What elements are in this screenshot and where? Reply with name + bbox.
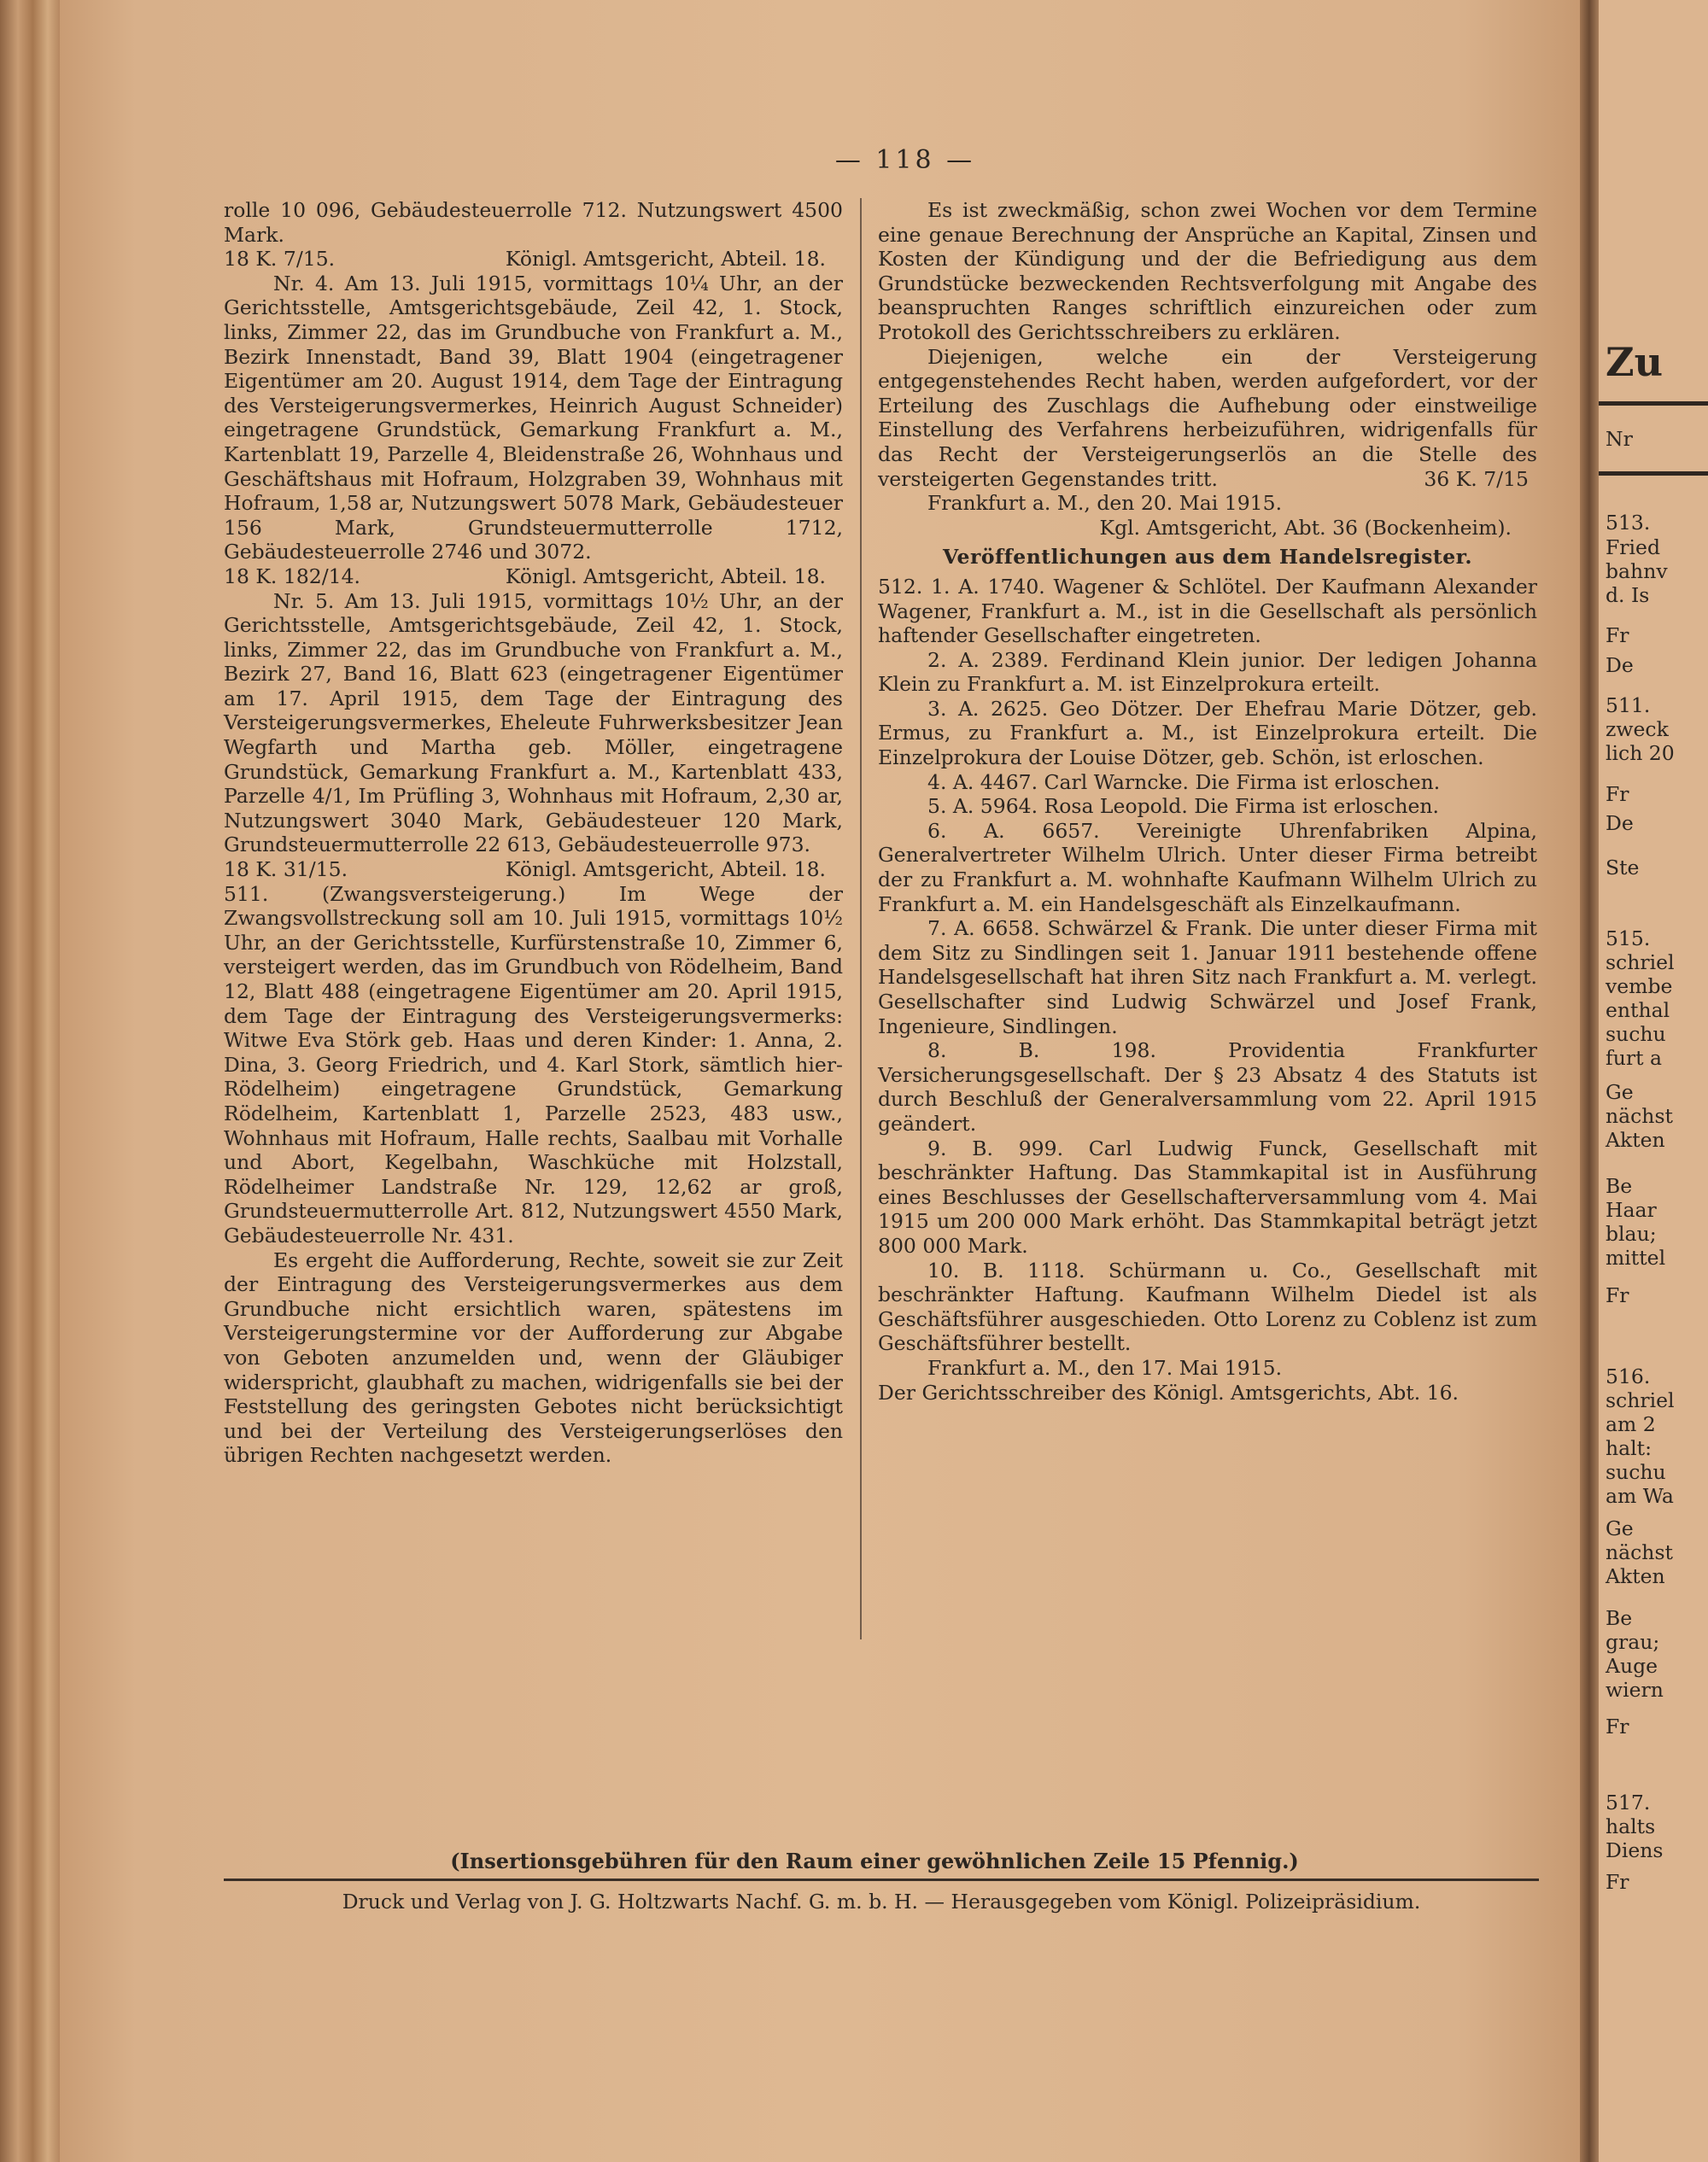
next-page-text-fragment: nächst: [1606, 1104, 1673, 1128]
notice-paragraph: [224, 272, 843, 564]
paragraph-text: 7. A. 6658. Schwärzel & Frank. Die unter dieser Firma mit dem Sitz zu Sindlingen seit 1. Januar 1911 bestehende offene Handelsgesellschaft hat ihren Sitz nach Frankfurt a. M. verlegt. Gesellschafter sind Ludwig Schwärzel und Josef Frank, Ingenieure, Sindlingen.: [878, 916, 1537, 1038]
court-name: Königl. Amtsgericht, Abteil. 18.: [505, 247, 826, 272]
paragraph-text: 512. 1. A. 1740. Wagener & Schlötel. Der Kaufmann Alexander Wagener, Frankfurt a. M., ist in die Gesellschaft als persönlich haftender Gesellschafter eingetreten.: [878, 574, 1537, 648]
next-page-text-fragment: mittel: [1606, 1246, 1666, 1270]
next-page-text-fragment: Fr: [1606, 782, 1629, 806]
notice-paragraph: [224, 1248, 843, 1468]
paragraph-text: 9. B. 999. Carl Ludwig Funck, Gesellschaft mit beschränkter Haftung. Das Stammkapital ist in Ausführung eines Beschlusses der Gesellschafterversammlung vom 4. Mai 1915 um 200 000 Mark erhöht. Das Stammkapital beträgt jetzt 800 000 Mark.: [878, 1136, 1537, 1258]
page-number: — 118 —: [834, 145, 976, 175]
next-page-text-fragment: Haar: [1606, 1198, 1657, 1222]
next-page-text-fragment: Zu: [1606, 339, 1664, 385]
next-page-text-fragment: Fr: [1606, 1715, 1629, 1738]
next-page-text-fragment: grau;: [1606, 1630, 1660, 1654]
paragraph-text: Veröffentlichungen aus dem Handelsregister.: [942, 545, 1473, 570]
notice-paragraph: [878, 648, 1537, 697]
next-page-text-fragment: schriel: [1606, 950, 1675, 974]
court-name: Königl. Amtsgericht, Abteil. 18.: [505, 564, 826, 588]
next-page-text-fragment: 517.: [1606, 1791, 1651, 1814]
next-page-text-fragment: De: [1606, 811, 1634, 835]
paragraph-text: rolle 10 096, Gebäudesteuerrolle 712. Nutzungswert 4500 Mark.: [224, 198, 843, 247]
next-page-text-fragment: schriel: [1606, 1388, 1675, 1412]
next-page-text-fragment: Be: [1606, 1606, 1633, 1630]
paragraph-text: Diejenigen, welche ein der Versteigerung entgegenstehendes Recht haben, werden aufgefordert, vor der Erteilung des Zuschlags die Aufhebung oder einstweilige Einstellung des Verfahrens herbeizuführen, widrigenfalls für das Recht der Versteigerungserlös an die Stelle des versteigerten Gegenstandes tritt.: [878, 344, 1537, 491]
notice-paragraph: [878, 1381, 1537, 1405]
binding-edge: [0, 0, 60, 2162]
next-page-text-fragment: enthal: [1606, 998, 1670, 1022]
adjacent-page-fragment: [1599, 0, 1708, 2162]
next-page-text-fragment: suchu: [1606, 1460, 1666, 1484]
notice-paragraph: [878, 770, 1537, 795]
paragraph-text: 10. B. 1118. Schürmann u. Co., Gesellschaft mit beschränkter Haftung. Kaufmann Wilhelm Diedel ist als Geschäftsführer ausgeschieden. Otto Lorenz zu Coblenz ist zum Geschäftsführer bestellt.: [878, 1258, 1537, 1356]
next-page-text-fragment: 513.: [1606, 511, 1651, 535]
notice-paragraph: [878, 1137, 1537, 1259]
next-page-text-fragment: halt:: [1606, 1436, 1652, 1460]
case-number: 18 K. 182/14.: [224, 564, 361, 588]
left-column: [224, 198, 843, 1468]
paragraph-text: Es ergeht die Aufforderung, Rechte, soweit sie zur Zeit der Eintragung des Versteigerungsvermerkes aus dem Grundbuche nicht ersichtlich waren, spätestens im Versteigerungstermine vor der Aufforderung zur Abgabe von Geboten anzumelden und, wenn der Gläubiger widerspricht, glaubhaft zu machen, widrigenfalls sie bei der Feststellung des geringsten Gebotes nicht berücksichtigt und bei der Verteilung des Versteigerungserlöses den übrigen Rechten nachgesetzt werden.: [224, 1248, 843, 1468]
next-page-text-fragment: Ge: [1606, 1080, 1634, 1104]
next-page-text-fragment: De: [1606, 653, 1634, 677]
column-divider: [860, 198, 862, 1639]
next-page-text-fragment: lich 20: [1606, 741, 1675, 765]
next-page-text-fragment: nächst: [1606, 1540, 1673, 1564]
notice-paragraph: [878, 1038, 1537, 1136]
next-page-text-fragment: wiern: [1606, 1678, 1664, 1702]
section-heading: [878, 545, 1537, 570]
next-page-text-fragment: Fried: [1606, 535, 1661, 559]
court-signature-line: [224, 857, 843, 882]
next-page-text-fragment: Fr: [1606, 1283, 1629, 1307]
notice-paragraph: [224, 882, 843, 1248]
paragraph-text: 2. A. 2389. Ferdinand Klein junior. Der ledigen Johanna Klein zu Frankfurt a. M. ist Einzelprokura erteilt.: [878, 647, 1537, 697]
next-page-rule: [1599, 471, 1708, 476]
paragraph-text: 4. A. 4467. Carl Warncke. Die Firma ist erloschen.: [927, 769, 1441, 794]
notice-paragraph: [224, 589, 843, 858]
paragraph-text: 511. (Zwangsversteigerung.) Im Wege der Zwangsvollstreckung soll am 10. Juli 1915, vormittags 10½ Uhr, an der Gerichtsstelle, Kurfürstenstraße 10, Zimmer 6, versteigert werden, das im Grundbuch von Rödelheim, Band 12, Blatt 488 (eingetragene Eigentümer am 20. April 1915, dem Tage der Eintragung des Versteigerungsvermerks: Witwe Eva Störk geb. Haas und deren Kinder: 1. Anna, 2. Dina, 3. Georg Friedrich, und 4. Karl Stork, sämtlich hier-Rödelheim) eingetragene Grundstück, Gemarkung Rödelheim, Kartenblatt 1, Parzelle 2523, 483 usw., Wohnhaus mit Hofraum, Halle rechts, Saalbau mit Vorhalle und Abort, Kegelbahn, Waschküche mit Holzstall, Rödelheimer Landstraße Nr. 129, 12,62 ar groß, Grundsteuermutterrolle Art. 812, Nutzungswert 4550 Mark, Gebäudesteuerrolle Nr. 431.: [224, 881, 843, 1248]
next-page-text-fragment: Akten: [1606, 1128, 1665, 1152]
notice-paragraph: [878, 491, 1537, 516]
next-page-text-fragment: bahnv: [1606, 559, 1668, 583]
next-page-text-fragment: am 2: [1606, 1412, 1656, 1436]
next-page-text-fragment: d. Is: [1606, 583, 1650, 607]
court-signature-line: [224, 247, 843, 272]
notice-paragraph: [878, 794, 1537, 819]
next-page-text-fragment: Diens: [1606, 1838, 1664, 1862]
notice-paragraph: [878, 516, 1537, 540]
footer-rule: [224, 1879, 1539, 1881]
next-page-text-fragment: zweck: [1606, 717, 1669, 741]
paragraph-text: Nr. 5. Am 13. Juli 1915, vormittags 10½ Uhr, an der Gerichtsstelle, Amtsgerichtsgebäude, Zeil 42, 1. Stock, links, Zimmer 22, das im Grundbuche von Frankfurt a. M., Bezirk 27, Band 16, Blatt 623 (eingetragener Eigentümer am 17. April 1915, dem Tage der Eintragung des Versteigerungsvermerkes, Eheleute Fuhrwerksbesitzer Jean Wegfarth und Martha geb. Möller, eingetragene Grundstück, Gemarkung Frankfurt a. M., Kartenblatt 433, Parzelle 4/1, Im Prüfling 3, Wohnhaus mit Hofraum, 2,30 ar, Nutzungswert 3040 Mark, Gebäudesteuer 120 Mark, Grundsteuermutterrolle 22 613, Gebäudesteuerrolle 973.: [224, 588, 843, 857]
next-page-text-fragment: am Wa: [1606, 1484, 1674, 1508]
paragraph-text: 6. A. 6657. Vereinigte Uhrenfabriken Alpina, Generalvertreter Wilhelm Ulrich. Unter dieser Firma betreibt der zu Frankfurt a. M. wohnhafte Kaufmann Wilhelm Ulrich zu Frankfurt a. M. ein Handelsgeschäft als Einzelkaufmann.: [878, 818, 1537, 916]
next-page-text-fragment: furt a: [1606, 1046, 1662, 1070]
court-name: Königl. Amtsgericht, Abteil. 18.: [505, 857, 826, 882]
next-page-text-fragment: 516.: [1606, 1364, 1651, 1388]
paragraph-text: Kgl. Amtsgericht, Abt. 36 (Bockenheim).: [1099, 515, 1512, 540]
insertion-fee-note: (Insertionsgebühren für den Raum einer gewöhnlichen Zeile 15 Pfennig.): [450, 1849, 1299, 1873]
next-page-text-fragment: Ste: [1606, 856, 1640, 879]
next-page-text-fragment: Ge: [1606, 1516, 1634, 1540]
notice-paragraph: [878, 1259, 1537, 1356]
notice-paragraph: [878, 575, 1537, 648]
next-page-text-fragment: halts: [1606, 1814, 1656, 1838]
paragraph-text: Es ist zweckmäßig, schon zwei Wochen vor dem Termine eine genaue Berechnung der Ansprüche an Kapital, Zinsen und Kosten der Kündigung und der die Befriedigung aus dem Grundstücke bezweckenden Rechtsverfolgung mit Angabe des beanspruchten Ranges schriftlich einzureichen oder zum Protokoll des Gerichtsschreibers zu erklären.: [878, 198, 1537, 344]
paragraph-text: Der Gerichtsschreiber des Königl. Amtsgerichts, Abt. 16.: [878, 1380, 1459, 1405]
notice-paragraph: [878, 697, 1537, 770]
next-page-text-fragment: Auge: [1606, 1654, 1658, 1678]
next-page-text-fragment: Fr: [1606, 1870, 1629, 1894]
next-page-text-fragment: vembe: [1606, 974, 1673, 998]
next-page-text-fragment: 515.: [1606, 926, 1651, 950]
next-page-text-fragment: Be: [1606, 1174, 1633, 1198]
court-signature-line: [224, 564, 843, 589]
paragraph-text: Nr. 4. Am 13. Juli 1915, vormittags 10¼ Uhr, an der Gerichtsstelle, Amtsgerichtsgebäude, Zeil 42, 1. Stock, links, Zimmer 22, das im Grundbuche von Frankfurt a. M., Bezirk Innenstadt, Band 39, Blatt 1904 (eingetragener Eigentümer am 20. August 1914, dem Tage der Eintragung des Versteigerungsvermerkes, Heinrich August Schneider) eingetragene Grundstück, Gemarkung Frankfurt a. M., Kartenblatt 19, Parzelle 4, Bleidenstraße 26, Wohnhaus und Geschäftshaus mit Hofraum, Holzgraben 39, Wohnhaus mit Hofraum, 1,58 ar, Nutzungswert 5078 Mark, Gebäudesteuer 156 Mark, Grundsteuermutterrolle 1712, Gebäudesteuerrolle 2746 und 3072.: [224, 271, 843, 564]
case-number: 18 K. 31/15.: [224, 857, 348, 882]
next-page-text-fragment: suchu: [1606, 1022, 1666, 1046]
next-page-text-fragment: Fr: [1606, 623, 1629, 647]
notice-paragraph: [878, 819, 1537, 916]
notice-paragraph: [224, 198, 843, 247]
paragraph-text: 8. B. 198. Providentia Frankfurter Versicherungsgesellschaft. Der § 23 Absatz 4 des Statuts ist durch Beschluß der Generalversammlung vom 22. April 1915 geändert.: [878, 1038, 1537, 1136]
next-page-text-fragment: Akten: [1606, 1564, 1665, 1588]
next-page-rule: [1599, 401, 1708, 406]
next-page-text-fragment: 511.: [1606, 693, 1651, 717]
next-page-text-fragment: Nr: [1606, 427, 1633, 451]
notice-paragraph: [878, 1356, 1537, 1381]
paragraph-text: 5. A. 5964. Rosa Leopold. Die Firma ist erloschen.: [927, 794, 1439, 819]
notice-paragraph: [878, 345, 1537, 492]
case-number: 36 K. 7/15: [1424, 466, 1529, 491]
right-column: [878, 198, 1537, 1405]
notice-paragraph: [878, 198, 1537, 345]
next-page-text-fragment: blau;: [1606, 1222, 1657, 1246]
notice-paragraph: [878, 916, 1537, 1038]
paragraph-text: Frankfurt a. M., den 17. Mai 1915.: [927, 1355, 1283, 1380]
paragraph-text: Frankfurt a. M., den 20. Mai 1915.: [927, 491, 1283, 516]
page-gutter: [1580, 0, 1599, 2162]
imprint-line: Druck und Verlag von J. G. Holtzwarts Nachf. G. m. b. H. — Herausgegeben vom Königl. Polizeipräsidium.: [342, 1890, 1421, 1914]
case-number: 18 K. 7/15.: [224, 247, 336, 272]
paragraph-text: 3. A. 2625. Geo Dötzer. Der Ehefrau Marie Dötzer, geb. Ermus, zu Frankfurt a. M., ist Einzelprokura erteilt. Die Einzelprokura der Louise Dötzer, geb. Schön, ist erloschen.: [878, 696, 1537, 770]
